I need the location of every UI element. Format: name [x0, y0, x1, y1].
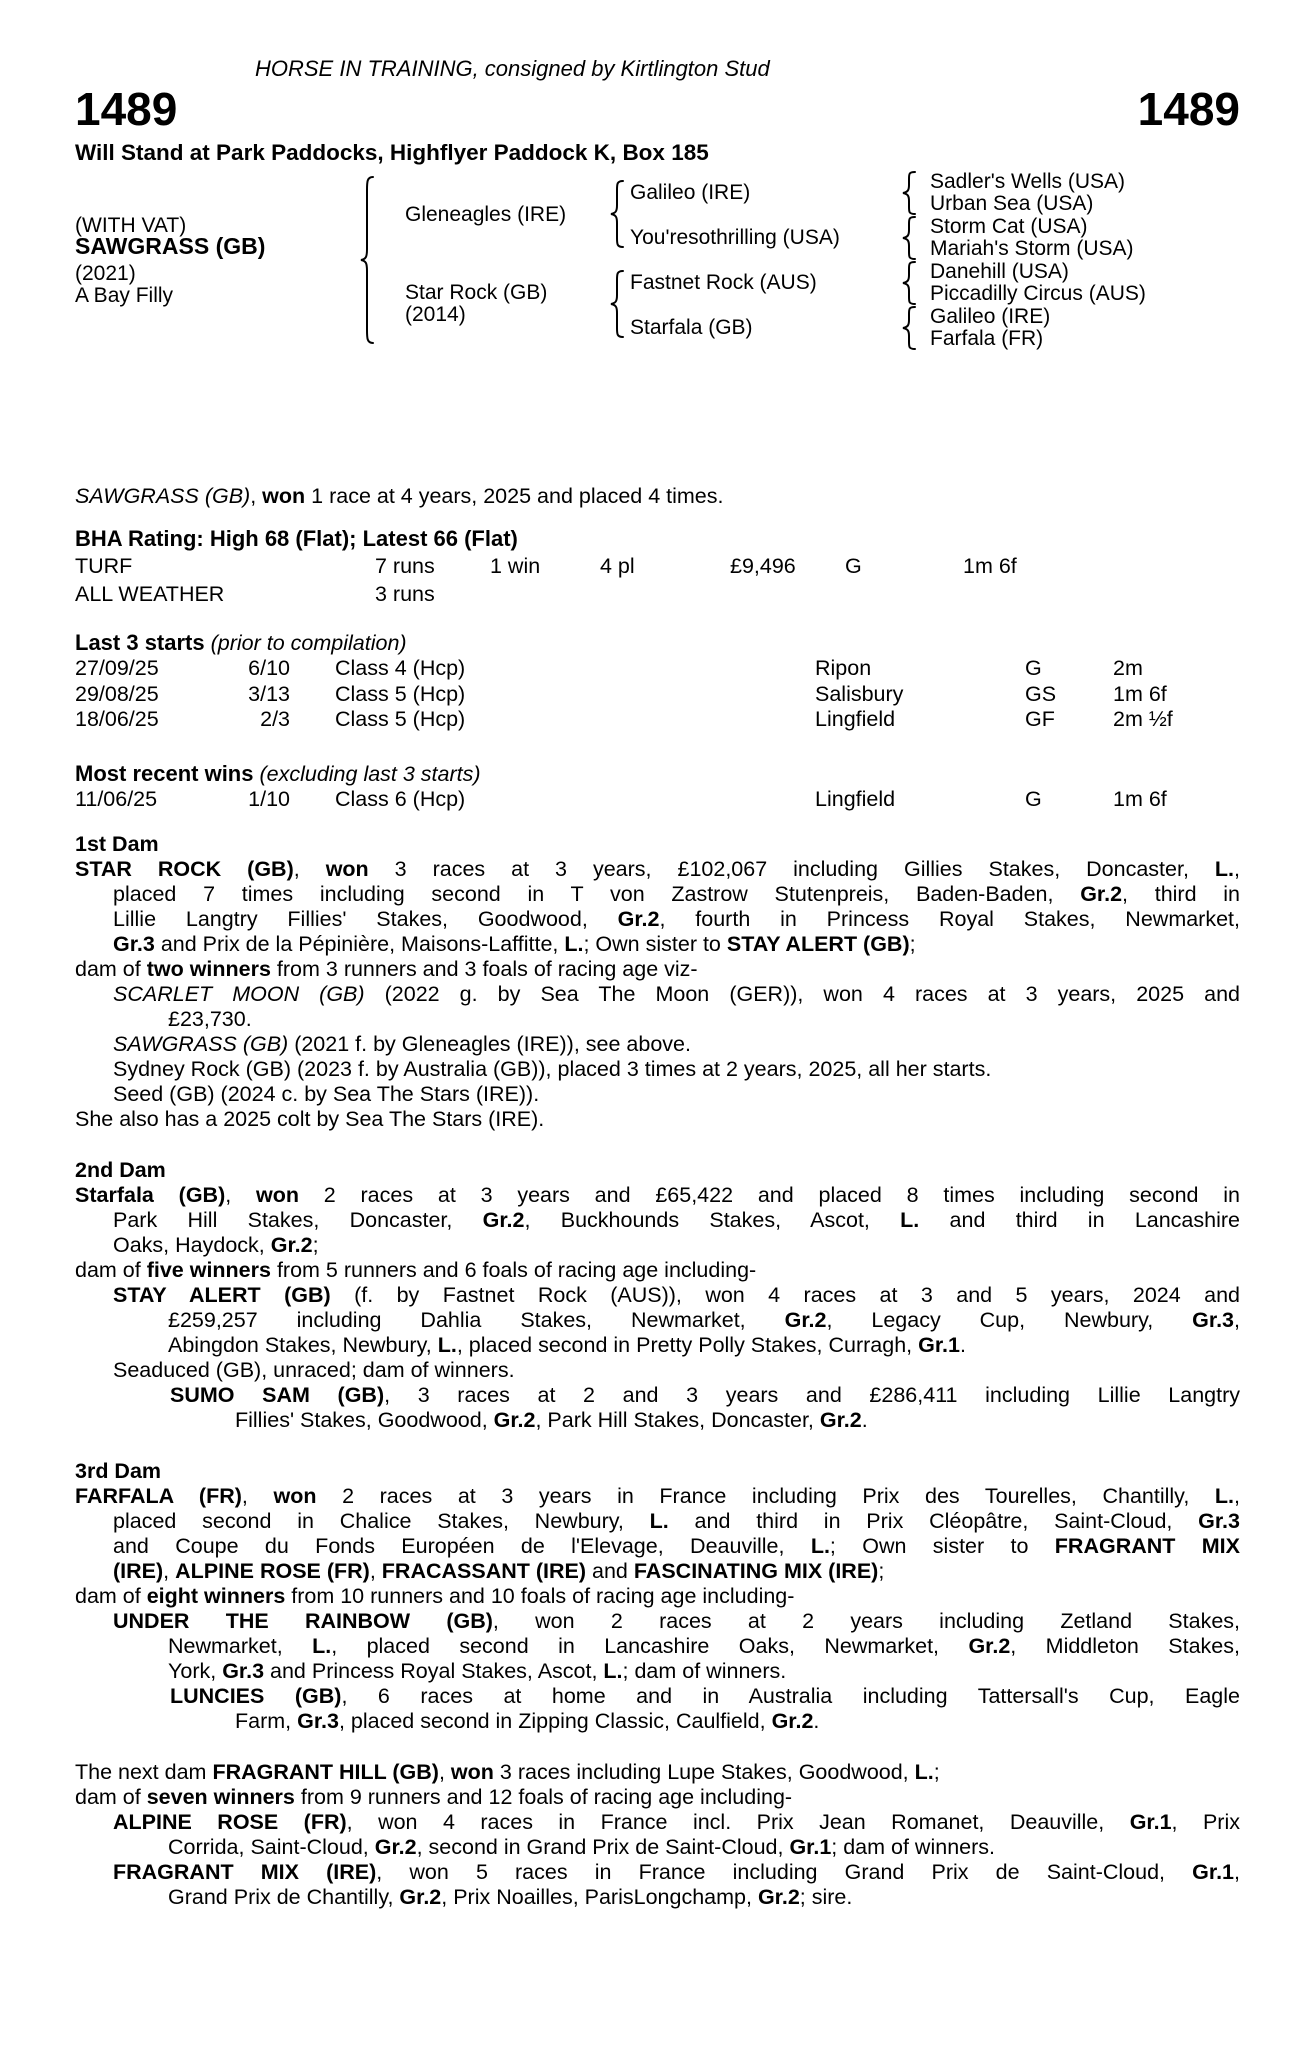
- distance-value: [963, 580, 1240, 608]
- grandsire-name: Fastnet Rock (AUS): [630, 271, 817, 294]
- race-position: 1/10: [248, 786, 290, 811]
- distance-value: 1m 6f: [963, 554, 1017, 578]
- catalog-line: STAR ROCK (GB), won 3 races at 3 years, £102,067 including Gillies Stakes, Doncaster, L.,: [75, 857, 1240, 881]
- most-recent-wins-heading: [75, 761, 1240, 787]
- earnings-value: [730, 580, 845, 608]
- race-summary-line: SAWGRASS (GB), won 1 race at 4 years, 2025 and placed 4 times.: [75, 484, 724, 508]
- catalog-line: SAWGRASS (GB) (2021 f. by Gleneagles (IRE)), see above.: [113, 1032, 691, 1056]
- stats-row: [75, 552, 1240, 580]
- catalog-line: placed 7 times including second in T von Zastrow Stutenpreis, Baden-Baden, Gr.2, third in: [113, 882, 1240, 906]
- next-dam-line: The next dam FRAGRANT HILL (GB), won 3 races including Lupe Stakes, Goodwood, L.;: [75, 1760, 940, 1784]
- pedigree-brace-dam: [609, 270, 625, 338]
- sire-name: Gleneagles (IRE): [405, 203, 567, 226]
- catalog-line: Grand Prix de Chantilly, Gr.2, Prix Noailles, ParisLongchamp, Gr.2; sire.: [168, 1885, 853, 1909]
- ancestor-name: Storm Cat (USA): [930, 215, 1088, 238]
- section-note: (prior to compilation): [210, 631, 407, 655]
- lot-number-left: 1489: [75, 83, 178, 135]
- race-venue: Salisbury: [815, 681, 904, 706]
- race-distance: 2m: [1113, 656, 1143, 680]
- race-class: Class 5 (Hcp): [335, 707, 466, 731]
- ancestor-name: Farfala (FR): [930, 327, 1044, 350]
- race-date: 11/06/25: [75, 786, 158, 811]
- dam-name: Star Rock (GB): [405, 281, 548, 304]
- catalog-line: dam of five winners from 5 runners and 6 foals of racing age including-: [75, 1258, 757, 1282]
- catalog-line: Park Hill Stakes, Doncaster, Gr.2, Buckhounds Stakes, Ascot, L. and third in Lancashire: [113, 1208, 1240, 1232]
- catalog-line: Seed (GB) (2024 c. by Sea The Stars (IRE)).: [113, 1082, 540, 1106]
- wins-value: [490, 580, 600, 608]
- race-venue: Lingfield: [815, 707, 896, 731]
- race-distance: 2m ½f: [1113, 707, 1173, 731]
- second-dam-heading: 2nd Dam: [75, 1158, 166, 1182]
- race-class: Class 5 (Hcp): [335, 681, 466, 706]
- catalog-line: Corrida, Saint-Cloud, Gr.2, second in Grand Prix de Saint-Cloud, Gr.1; dam of winners.: [168, 1835, 995, 1859]
- bha-rating-line: BHA Rating: High 68 (Flat); Latest 66 (Flat): [75, 526, 518, 551]
- race-row: [75, 787, 1240, 813]
- stats-table: [75, 552, 1240, 608]
- race-going: G: [1025, 786, 1042, 811]
- first-dam-heading: 1st Dam: [75, 832, 159, 856]
- race-distance: 1m 6f: [1113, 786, 1167, 811]
- last-3-starts-heading: [75, 630, 1240, 656]
- catalog-line: Seaduced (GB), unraced; dam of winners.: [113, 1358, 515, 1382]
- catalog-line: (IRE), ALPINE ROSE (FR), FRACASSANT (IRE) and FASCINATING MIX (IRE);: [113, 1559, 885, 1583]
- horse-description: A Bay Filly: [75, 284, 174, 307]
- catalog-line: £259,257 including Dahlia Stakes, Newmarket, Gr.2, Legacy Cup, Newbury, Gr.3,: [168, 1308, 1240, 1332]
- catalog-line: She also has a 2025 colt by Sea The Stars (IRE).: [75, 1107, 545, 1131]
- race-date: 27/09/25: [75, 656, 159, 680]
- catalog-line: dam of seven winners from 9 runners and 12 foals of racing age including-: [75, 1785, 793, 1809]
- granddam-name: You'resothrilling (USA): [630, 226, 840, 249]
- catalog-line: SUMO SAM (GB), 3 races at 2 and 3 years and £286,411 including Lillie Langtry: [170, 1383, 1240, 1407]
- pedigree-brace-main: [359, 176, 375, 344]
- race-position: 2/3: [260, 707, 290, 731]
- catalog-line: placed second in Chalice Stakes, Newbury, L. and third in Prix Cléopâtre, Saint-Cloud, Gr.3: [113, 1509, 1240, 1533]
- pedigree-brace-g4: [901, 306, 917, 350]
- catalog-line: Starfala (GB), won 2 races at 3 years and £65,422 and placed 8 times including second in: [75, 1183, 1240, 1207]
- race-distance: 1m 6f: [1113, 681, 1167, 706]
- race-going: GF: [1025, 707, 1055, 731]
- catalog-line: Abingdon Stakes, Newbury, L., placed second in Pretty Polly Stakes, Curragh, Gr.1.: [168, 1333, 966, 1357]
- runs-value: 7 runs: [375, 554, 435, 578]
- race-position: 3/13: [248, 681, 290, 706]
- last-3-starts-section: [75, 630, 1240, 733]
- catalog-line: FARFALA (FR), won 2 races at 3 years in France including Prix des Tourelles, Chantilly, L.,: [75, 1484, 1241, 1508]
- catalog-line: Newmarket, L., placed second in Lancashire Oaks, Newmarket, Gr.2, Middleton Stakes,: [168, 1634, 1240, 1658]
- section-title: Last 3 starts: [75, 630, 205, 655]
- catalog-line: FRAGRANT MIX (IRE), won 5 races in France including Grand Prix de Saint-Cloud, Gr.1,: [113, 1860, 1240, 1884]
- catalog-line: and Coupe du Fonds Européen de l'Elevage, Deauville, L.; Own sister to FRAGRANT MIX: [113, 1534, 1240, 1558]
- catalog-line: Oaks, Haydock, Gr.2;: [113, 1233, 319, 1257]
- race-row: [75, 682, 1240, 708]
- ancestor-name: Galileo (IRE): [930, 305, 1051, 328]
- ancestor-name: Danehill (USA): [930, 260, 1069, 283]
- surface-label: TURF: [75, 554, 133, 578]
- vat-note: (WITH VAT): [75, 214, 187, 237]
- horse-year: (2021): [75, 262, 136, 285]
- most-recent-wins-section: [75, 761, 1240, 813]
- race-date: 29/08/25: [75, 681, 159, 706]
- pedigree-brace-g4: [901, 261, 917, 305]
- lot-number-row: [75, 83, 1240, 135]
- third-dam-heading: 3rd Dam: [75, 1459, 162, 1483]
- page-title: HORSE IN TRAINING, consigned by Kirtlington Stud: [255, 56, 770, 81]
- catalog-line: UNDER THE RAINBOW (GB), won 2 races at 2 years including Zetland Stakes,: [113, 1609, 1240, 1633]
- race-venue: Lingfield: [815, 786, 896, 811]
- catalog-line: SCARLET MOON (GB) (2022 g. by Sea The Moon (GER)), won 4 races at 3 years, 2025 and: [113, 982, 1240, 1006]
- section-note: (excluding last 3 starts): [259, 761, 481, 786]
- section-title: Most recent wins: [75, 760, 254, 786]
- lot-number-right: 1489: [1137, 83, 1240, 135]
- race-class: Class 4 (Hcp): [335, 656, 466, 680]
- catalog-line: dam of two winners from 3 runners and 3 foals of racing age viz-: [75, 957, 698, 981]
- pedigree-brace-sire: [609, 180, 625, 248]
- pedigree-chart: [75, 170, 1240, 368]
- catalog-line: £23,730.: [168, 1007, 252, 1031]
- pedigree-brace-g4: [901, 216, 917, 260]
- catalog-line: York, Gr.3 and Princess Royal Stakes, Ascot, L.; dam of winners.: [168, 1659, 787, 1683]
- earnings-value: £9,496: [730, 554, 796, 578]
- places-value: 4 pl: [600, 554, 635, 578]
- race-row: [75, 656, 1240, 682]
- granddam-name: Starfala (GB): [630, 316, 753, 339]
- ancestor-name: Piccadilly Circus (AUS): [930, 282, 1146, 305]
- race-class: Class 6 (Hcp): [335, 786, 466, 811]
- catalog-line: LUNCIES (GB), 6 races at home and in Australia including Tattersall's Cup, Eagle: [170, 1684, 1240, 1708]
- horse-name: SAWGRASS (GB): [75, 233, 266, 259]
- catalog-line: ALPINE ROSE (FR), won 4 races in France incl. Prix Jean Romanet, Deauville, Gr.1, Prix: [113, 1810, 1240, 1834]
- catalog-line: STAY ALERT (GB) (f. by Fastnet Rock (AUS)), won 4 races at 3 and 5 years, 2024 and: [113, 1283, 1240, 1307]
- catalog-line: Farm, Gr.3, placed second in Zipping Classic, Caulfield, Gr.2.: [235, 1709, 820, 1733]
- race-position: 6/10: [248, 656, 290, 680]
- catalog-line: Sydney Rock (GB) (2023 f. by Australia (GB)), placed 3 times at 2 years, 2025, all her starts.: [113, 1057, 992, 1081]
- race-date: 18/06/25: [75, 707, 159, 731]
- race-venue: Ripon: [815, 656, 872, 680]
- surface-label: ALL WEATHER: [75, 582, 225, 606]
- race-going: GS: [1025, 681, 1057, 706]
- ancestor-name: Sadler's Wells (USA): [930, 170, 1125, 193]
- places-value: [600, 580, 730, 608]
- catalog-line: Gr.3 and Prix de la Pépinière, Maisons-Laffitte, L.; Own sister to STAY ALERT (GB);: [113, 932, 916, 956]
- catalog-line: dam of eight winners from 10 runners and 10 foals of racing age including-: [75, 1584, 795, 1608]
- race-going: G: [1025, 656, 1042, 680]
- runs-value: 3 runs: [375, 582, 435, 606]
- going-value: G: [845, 554, 862, 578]
- catalog-line: Lillie Langtry Fillies' Stakes, Goodwood, Gr.2, fourth in Princess Royal Stakes, Newmarket,: [113, 907, 1240, 931]
- catalog-page: [0, 56, 1315, 1910]
- wins-value: 1 win: [490, 554, 541, 578]
- ancestor-name: Mariah's Storm (USA): [930, 237, 1134, 260]
- going-value: [845, 580, 963, 608]
- stats-row: [75, 580, 1240, 608]
- ancestor-name: Urban Sea (USA): [930, 192, 1094, 215]
- race-row: [75, 707, 1240, 733]
- pedigree-text-section: [75, 832, 1240, 1910]
- stand-location-line: Will Stand at Park Paddocks, Highflyer Paddock K, Box 185: [75, 140, 709, 165]
- grandsire-name: Galileo (IRE): [630, 181, 751, 204]
- dam-year: (2014): [405, 303, 466, 326]
- catalog-line: Fillies' Stakes, Goodwood, Gr.2, Park Hill Stakes, Doncaster, Gr.2.: [235, 1408, 868, 1432]
- pedigree-brace-g4: [901, 171, 917, 215]
